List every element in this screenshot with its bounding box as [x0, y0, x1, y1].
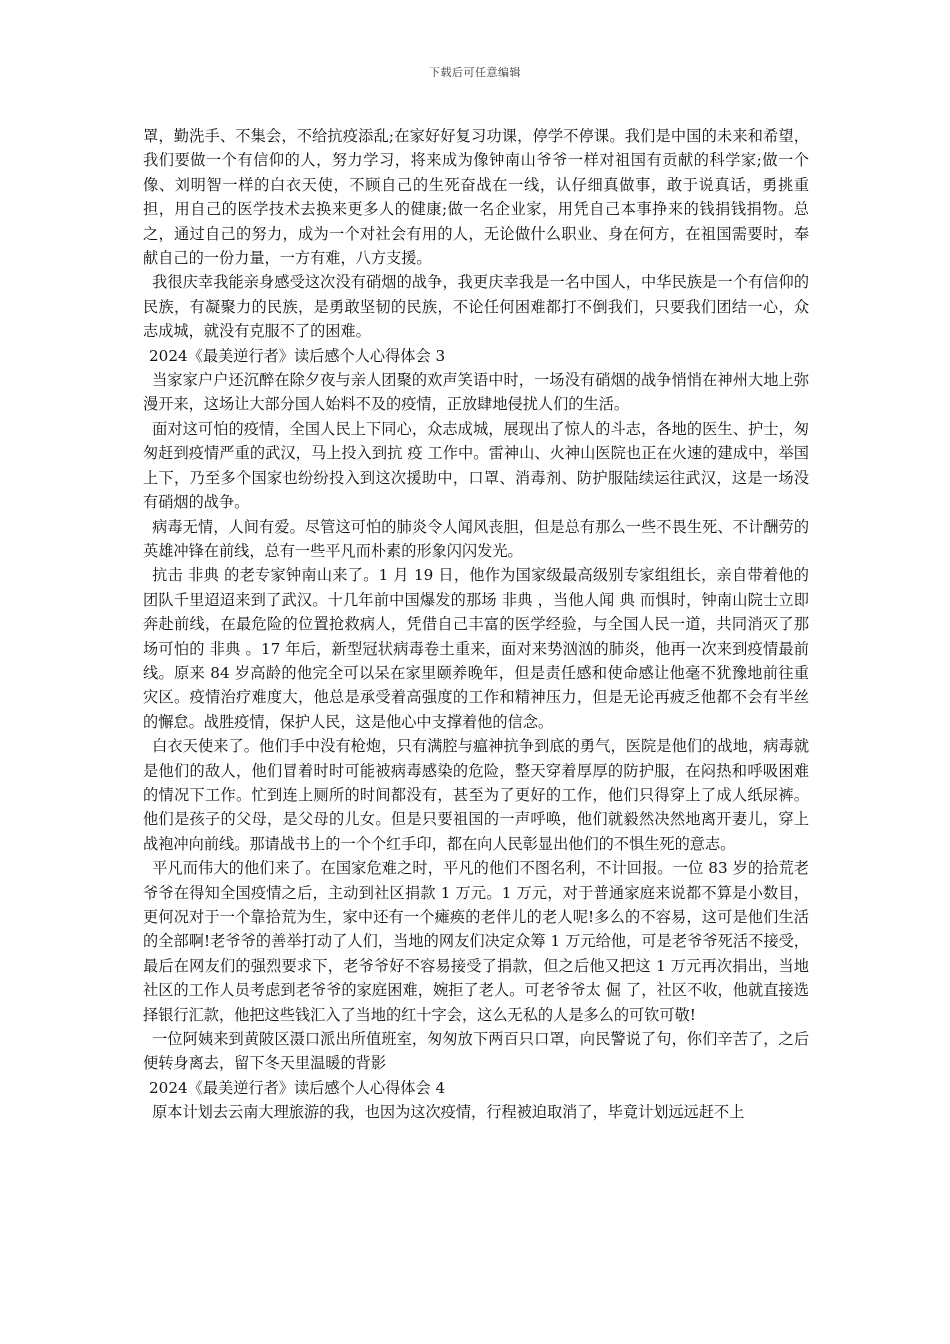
document-body [143, 124, 809, 1125]
paragraph: 平凡而伟大的他们来了。在国家危难之时，平凡的他们不图名利，不计回报。一位 83 岁的拾荒老爷爷在得知全国疫情之后，主动到社区捐款 1 万元。1 万元，对于普通家庭来说都不算是小数目，更何况对于一个靠拾荒为生，家中还有一个瘫痪的老伴儿的老人呢!多么的不容易，这可是他们生活的全部啊!老爷爷的善举打动了人们，当地的网友们决定众筹 1 万元给他，可是老爷爷死活不接受，最后在网友们的强烈要求下，老爷爷好不容易接受了捐款，但之后他又把这 1 万元再次捐出，当地社区的工作人员考虑到老爷爷的家庭困难，婉拒了老人。可老爷爷太 倔 了，社区不收，他就直接选择银行汇款，他把这些钱汇入了当地的红十字会，这么无私的人是多么的可钦可敬! [143, 859, 809, 1024]
section-heading: 2024《最美逆行者》读后感个人心得体会 3 [149, 346, 446, 365]
paragraph: 我很庆幸我能亲身感受这次没有硝烟的战争，我更庆幸我是一名中国人，中华民族是一个有信仰的民族，有凝聚力的民族，是勇敢坚韧的民族，不论任何困难都打不倒我们，只要我们团结一心，众志成城，就没有克服不了的困难。 [143, 273, 809, 341]
page-header: 下载后可任意编辑 [429, 66, 521, 79]
paragraph: 原本计划去云南大理旅游的我，也因为这次疫情，行程被迫取消了，毕竟计划远远赶不上 [152, 1103, 745, 1122]
paragraph: 当家家户户还沉醉在除夕夜与亲人团聚的欢声笑语中时，一场没有硝烟的战争悄悄在神州大地上弥漫开来，这场让大部分国人始料不及的疫情，正放肆地侵扰人们的生活。 [143, 371, 809, 414]
section-heading: 2024《最美逆行者》读后感个人心得体会 4 [149, 1078, 446, 1097]
paragraph: 一位阿姨来到黄陂区滠口派出所值班室，匆匆放下两百只口罩，向民警说了句，你们辛苦了，之后便转身离去，留下冬天里温暖的背影 [143, 1030, 809, 1073]
paragraph: 抗击 非典 的老专家钟南山来了。1 月 19 日，他作为国家级最高级别专家组组长，亲自带着他的团队千里迢迢来到了武汉。十几年前中国爆发的那场 非典 ，当他人闻 典 而惧时，钟南山院士立即奔赴前线，在最危险的位置抢救病人，凭借自己丰富的医学经验，与全国人民一道，共同消灭了那场可怕的 非典 。17 年后，新型冠状病毒卷土重来，面对来势汹汹的肺炎，他再一次来到疫情最前线。原来 84 岁高龄的他完全可以呆在家里颐养晚年，但是责任感和使命感让他毫不犹豫地前往重灾区。疫情治疗难度大，他总是承受着高强度的工作和精神压力，但是无论再疲乏他都不会有半丝的懈怠。战胜疫情，保护人民，这是他心中支撑着他的信念。 [143, 566, 809, 731]
paragraph: 罩，勤洗手、不集会，不给抗疫添乱;在家好好复习功课，停学不停课。我们是中国的未来和希望，我们要做一个有信仰的人，努力学习，将来成为像钟南山爷爷一样对祖国有贡献的科学家;做一个像、刘明智一样的白衣天使，不顾自己的生死奋战在一线，认仔细真做事，敢于说真话，勇挑重担，用自己的医学技术去换来更多人的健康;做一名企业家，用凭自己本事挣来的钱捐钱捐物。总之，通过自己的努力，成为一个对社会有用的人，无论做什么职业、身在何方，在祖国需要时，奉献自己的一份力量，一方有难，八方支援。 [143, 127, 809, 268]
paragraph: 白衣天使来了。他们手中没有枪炮，只有满腔与瘟神抗争到底的勇气，医院是他们的战地，病毒就是他们的敌人，他们冒着时时可能被病毒感染的危险，整天穿着厚厚的防护服，在闷热和呼吸困难的情况下工作。忙到连上厕所的时间都没有，甚至为了更好的工作，他们只得穿上了成人纸尿裤。他们是孩子的父母，是父母的儿女。但是只要祖国的一声呼唤，他们就毅然决然地离开妻儿，穿上战袍冲向前线。那请战书上的一个个红手印，都在向人民彰显出他们的不惧生死的意志。 [143, 737, 809, 853]
paragraph: 病毒无情，人间有爱。尽管这可怕的肺炎令人闻风丧胆，但是总有那么一些不畏生死、不计酬劳的英雄冲锋在前线，总有一些平凡而朴素的形象闪闪发光。 [143, 517, 809, 560]
paragraph: 面对这可怕的疫情，全国人民上下同心，众志成城，展现出了惊人的斗志，各地的医生、护士，匆匆赶到疫情严重的武汉，马上投入到抗 疫 工作中。雷神山、火神山医院也正在火速的建成中，举国上下，乃至多个国家也纷纷投入到这次援助中，口罩、消毒剂、防护服陆续运往武汉，这是一场没有硝烟的战争。 [143, 419, 809, 512]
